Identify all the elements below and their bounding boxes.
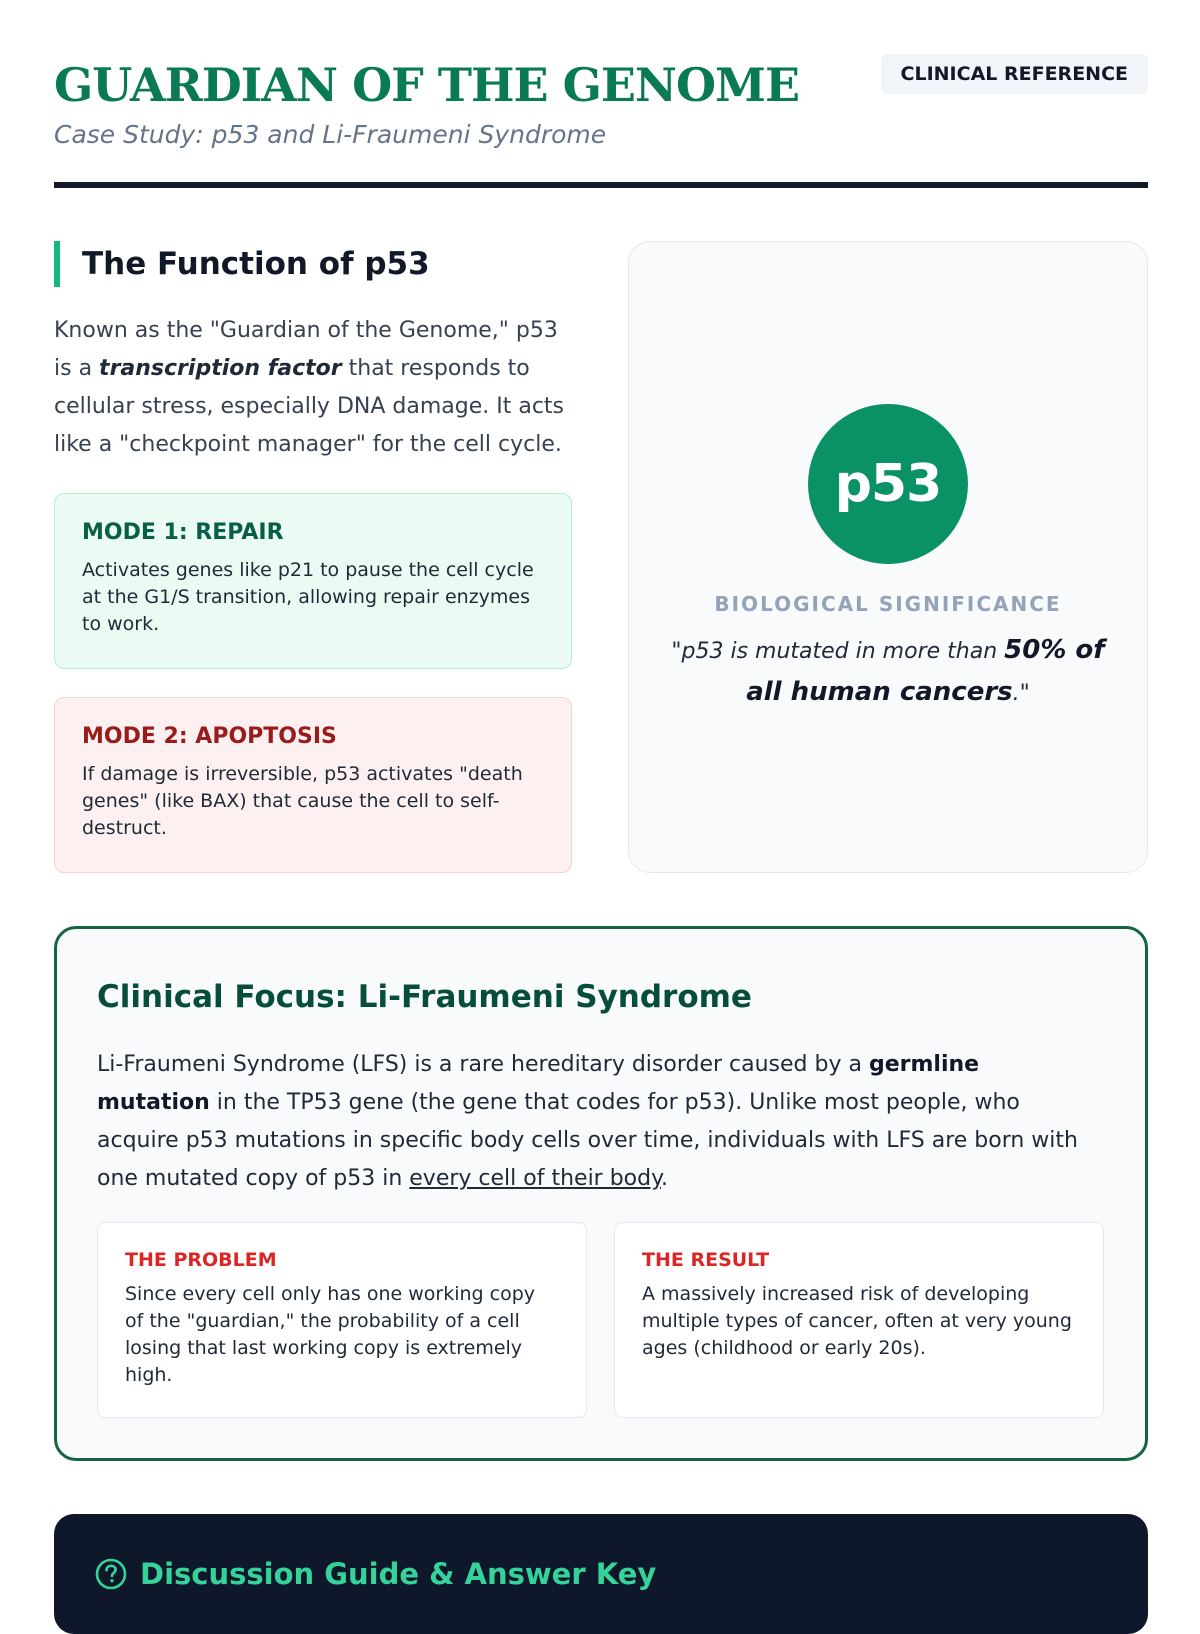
- guide-heading: Discussion Guide & Answer Key: [140, 1557, 657, 1591]
- mode-repair-card: [54, 493, 572, 669]
- quote-part2: .": [1012, 681, 1030, 706]
- lead-part1: Li-Fraumeni Syndrome (LFS) is a rare hereditary disorder caused by a: [97, 1052, 869, 1077]
- quote-emphasis: 50% of all human cancers: [746, 635, 1105, 707]
- clinical-focus-card: [54, 926, 1148, 1461]
- mode-apoptosis-card: [54, 697, 572, 873]
- mode-repair-title: MODE 1: REPAIR: [82, 520, 284, 545]
- guide-heading-row: [94, 1554, 656, 1594]
- result-text: A massively increased risk of developing multiple types of cancer, often at very young ages (childhood or early 20s).: [642, 1283, 1072, 1359]
- header-divider: [54, 182, 1148, 188]
- mode-apoptosis-title: MODE 2: APOPTOSIS: [82, 724, 337, 749]
- lead-part3: .: [661, 1166, 668, 1191]
- question-circle-icon: [94, 1557, 128, 1591]
- p53-circle: p53: [808, 404, 968, 564]
- result-title: THE RESULT: [642, 1249, 770, 1271]
- significance-quote: [669, 630, 1107, 714]
- clinical-reference-badge: CLINICAL REFERENCE: [881, 54, 1148, 94]
- clinical-lead: [97, 1046, 1097, 1198]
- significance-card: [628, 241, 1148, 873]
- intro-text-part2: that responds to cellular stress, especially DNA damage. It acts like a "checkpoint manager" for the cell cycle.: [54, 356, 565, 457]
- result-box: [614, 1222, 1104, 1418]
- page-title: GUARDIAN OF THE GENOME: [54, 58, 800, 112]
- page-subtitle: Case Study: p53 and Li-Fraumeni Syndrome: [54, 120, 607, 149]
- intro-emphasis: transcription factor: [99, 356, 342, 381]
- lead-underline: every cell of their body: [409, 1166, 661, 1191]
- clinical-heading: Clinical Focus: Li-Fraumeni Syndrome: [97, 979, 752, 1015]
- problem-title: THE PROBLEM: [125, 1249, 277, 1271]
- lead-part2: in the TP53 gene (the gene that codes for p53). Unlike most people, who acquire p53 mutations in specific body cells over time, individuals with LFS are born with one mutated copy of p53 in: [97, 1090, 1078, 1191]
- header: [54, 58, 1148, 188]
- function-heading: The Function of p53: [54, 241, 430, 287]
- problem-box: [97, 1222, 587, 1418]
- significance-label: BIOLOGICAL SIGNIFICANCE: [714, 592, 1062, 616]
- discussion-guide-panel: [54, 1514, 1148, 1634]
- mode-apoptosis-text: If damage is irreversible, p53 activates "death genes" (like BAX) that cause the cell to self-destruct.: [82, 763, 523, 839]
- function-intro: [54, 312, 574, 464]
- lead-bold: germline mutation: [97, 1052, 980, 1115]
- problem-text: Since every cell only has one working copy of the "guardian," the probability of a cell losing that last working copy is extremely high.: [125, 1283, 536, 1386]
- intro-text-part1: Known as the "Guardian of the Genome," p53 is a: [54, 318, 558, 381]
- mode-repair-text: Activates genes like p21 to pause the cell cycle at the G1/S transition, allowing repair enzymes to work.: [82, 559, 534, 635]
- quote-part1: "p53 is mutated in more than: [671, 639, 1005, 664]
